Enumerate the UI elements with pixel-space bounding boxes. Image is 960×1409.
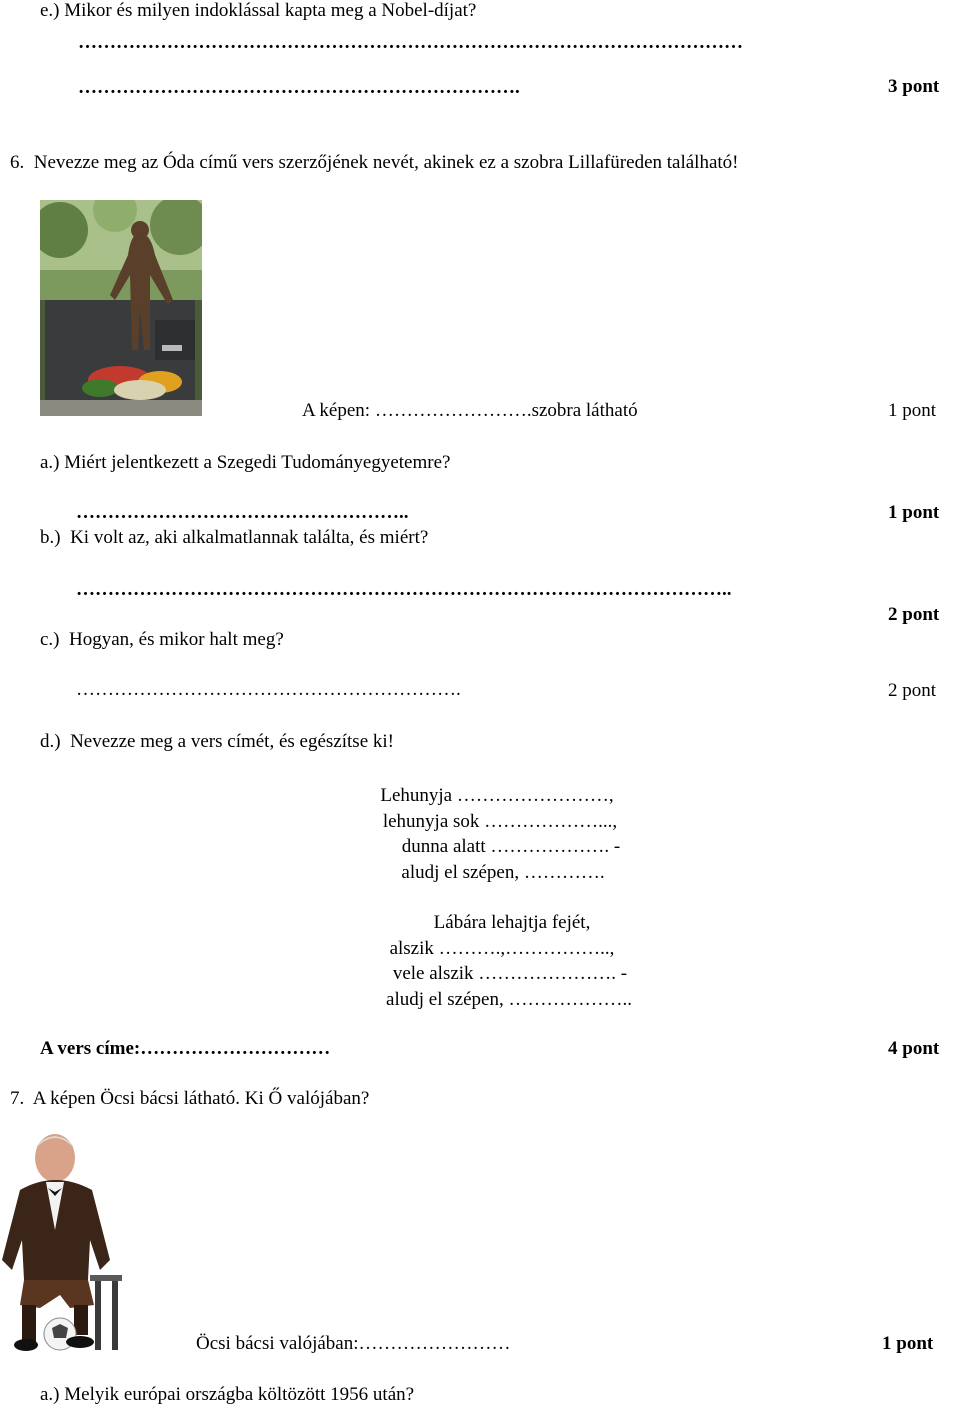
q6-caption: A képen: …………………….szobra látható (302, 400, 638, 421)
q5e-question: e.) Mikor és milyen indoklással kapta meg a Nobel-díjat? (40, 0, 477, 21)
poem-line: Lehunyja ……………………, (380, 785, 614, 806)
q5e-answer-dots-1: …………………………………………………………………………………………… (78, 32, 743, 53)
q5e-answer-dots-2: ……………………………………………………………. (78, 77, 520, 98)
poem-line: lehunyja sok ………………..., (382, 810, 618, 832)
poem-line: dunna alatt ………………. - (401, 836, 621, 857)
q7-answer-label: Öcsi bácsi valójában:…………………… (196, 1333, 511, 1354)
q6b-answer-dots: ………………………………………………………………………………………….. (76, 579, 732, 600)
q7-question: 7. A képen Öcsi bácsi látható. Ki Ő valójában? (10, 1088, 370, 1109)
q6a-answer-dots: …………………………………………….. (76, 502, 409, 523)
q6c-points: 2 pont (888, 680, 937, 701)
poem-stanza-1 (290, 783, 720, 885)
poem-line: aludj el szépen, ……………….. (386, 988, 632, 1010)
q6a-points: 1 pont (888, 502, 940, 523)
poem-title-points: 4 pont (888, 1038, 940, 1059)
statue-photo-drawing (40, 200, 202, 416)
q6d-question: d.) Nevezze meg a vers címét, és egészítse ki! (40, 731, 394, 752)
poem-stanza-2 (290, 910, 720, 1012)
q6b-points: 2 pont (888, 604, 940, 625)
q6c-answer-dots: ……………………………………………………. (76, 679, 461, 700)
q6b-question: b.) Ki volt az, aki alkalmatlannak találta, és miért? (40, 527, 429, 548)
q6a-question: a.) Miért jelentkezett a Szegedi Tudományegyetemre? (40, 452, 451, 473)
poem-line: Lábára lehajtja fejét, (433, 912, 591, 933)
q7-answer-points: 1 pont (882, 1333, 934, 1354)
q5e-points: 3 pont (888, 76, 940, 97)
poem-line: aludj el szépen, …………. (401, 861, 605, 883)
poem-line: vele alszik …………………. - (392, 963, 628, 984)
ocsi-bacsi-photo (0, 1130, 125, 1355)
poem-line: alszik ……….,…………….., (389, 937, 615, 959)
statue-photo (40, 200, 202, 416)
q6-caption-points: 1 pont (888, 400, 937, 421)
poem-title-label: A vers címe:………………………… (40, 1038, 331, 1059)
q7a-question: a.) Melyik európai országba költözött 1956 után? (40, 1384, 415, 1405)
ocsi-bacsi-drawing (0, 1130, 125, 1355)
q6-question: 6. Nevezze meg az Óda című vers szerzőjének nevét, akinek ez a szobra Lillafüreden található! (10, 152, 739, 173)
q6c-question: c.) Hogyan, és mikor halt meg? (40, 629, 284, 650)
